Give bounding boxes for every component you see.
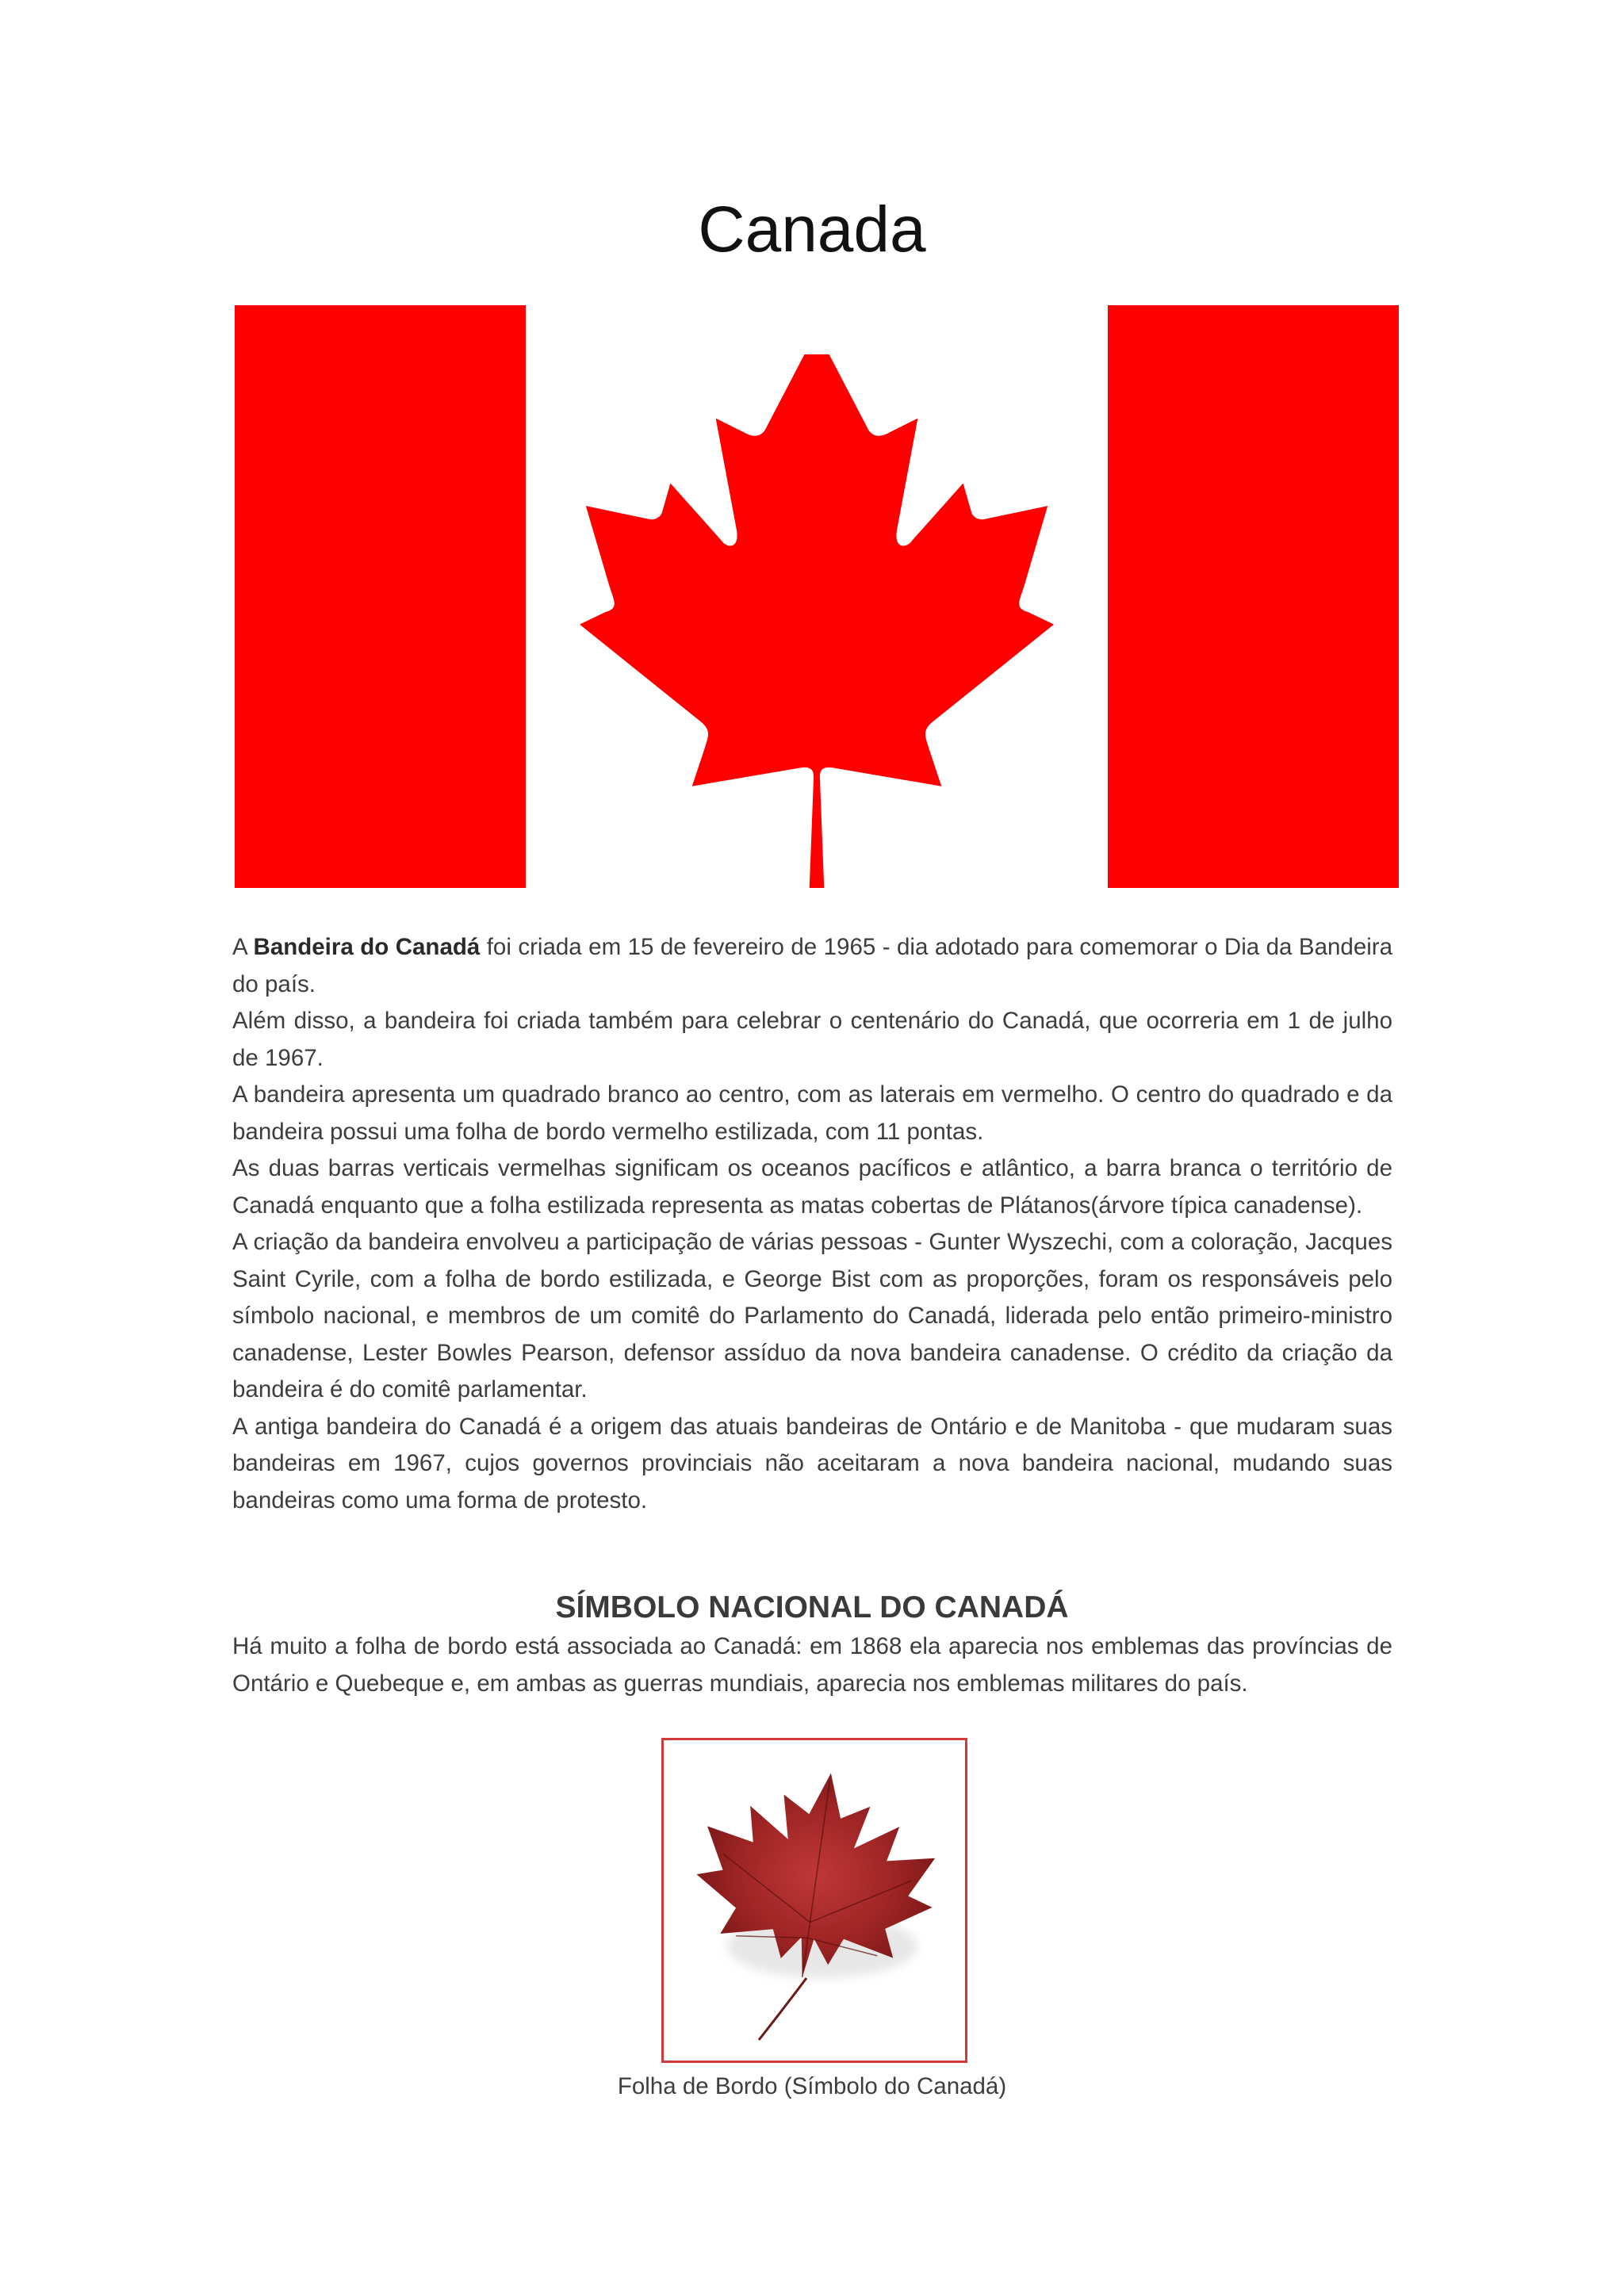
- figure-caption: Folha de Bordo (Símbolo do Canadá): [617, 2073, 1007, 2099]
- paragraph: Além disso, a bandeira foi criada também para celebrar o centenário do Canadá, que ocorreria em 1 de julho de 1967.: [232, 1008, 1392, 1071]
- maple-leaf-figure: [661, 1738, 967, 2063]
- paragraph-intro-prefix: A: [232, 934, 254, 960]
- paragraph: A criação da bandeira envolveu a participação de várias pessoas - Gunter Wyszechi, com a coloração, Jacques Saint Cyrile, com a folha de bordo estilizada, e George Bist com as proporções, foram os responsáveis pelo símbolo nacional, e membros de um comitê do Parlamento do Canadá, liderada pelo então primeiro-ministro canadense, Lester Bowles Pearson, defensor assíduo da nova bandeira canadense. O crédito da criação da bandeira é do comitê parlamentar.: [232, 1229, 1392, 1402]
- canada-flag-image: [235, 305, 1399, 888]
- page-title: Canada: [698, 193, 926, 266]
- canada-flag-icon: [235, 305, 1399, 888]
- flag-left-bar: [235, 305, 526, 888]
- section-text: Há muito a folha de bordo está associada ao Canadá: em 1868 ela aparecia nos emblemas das províncias de Ontário e Quebeque e, em ambas as guerras mundiais, aparecia nos emblemas militares do país.: [232, 1633, 1392, 1697]
- maple-leaf-photo-icon: [664, 1740, 965, 2061]
- section-heading: SÍMBOLO NACIONAL DO CANADÁ: [555, 1590, 1069, 1624]
- paragraph-intro-bold: Bandeira do Canadá: [253, 934, 481, 960]
- paragraph: A antiga bandeira do Canadá é a origem das atuais bandeiras de Ontário e de Manitoba - que mudaram suas bandeiras em 1967, cujos governos provinciais não aceitaram a nova bandeira nacional, mudando suas bandeiras como uma forma de protesto.: [232, 1413, 1392, 1513]
- body-text: [232, 929, 1392, 1519]
- flag-right-bar: [1108, 305, 1399, 888]
- paragraph: As duas barras verticais vermelhas significam os oceanos pacíficos e atlântico, a barra branca o território de Canadá enquanto que a folha estilizada representa as matas cobertas de Plátanos(árvore típica canadense).: [232, 1155, 1392, 1219]
- paragraph-intro-suffix: foi criada em 15 de fevereiro de 1965 - dia adotado para comemorar o Dia da Bandeira do país.: [232, 934, 1393, 997]
- paragraph: A bandeira apresenta um quadrado branco ao centro, com as laterais em vermelho. O centro do quadrado e da bandeira possui uma folha de bordo vermelho estilizada, com 11 pontas.: [232, 1081, 1392, 1145]
- paragraph-intro: [232, 929, 1392, 1003]
